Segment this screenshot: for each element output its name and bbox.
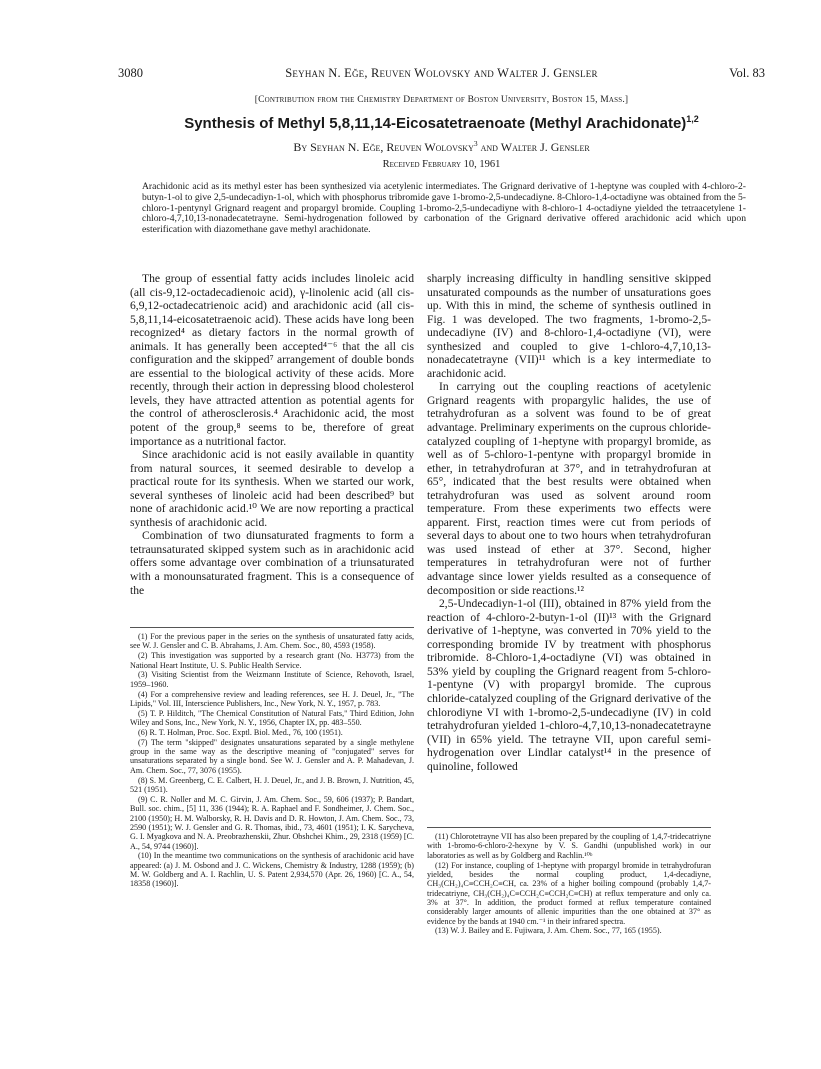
footnote-divider-right <box>427 827 711 828</box>
footnotes-right <box>427 832 711 936</box>
paragraph: sharply increasing difficulty in handling sensitive skipped unsaturated compounds as the number of unsaturations goes up. With this in mind, the scheme of synthesis outlined in Fig. 1 was developed. The two fragments, 1-bromo-2,5-undecadiyne (IV) and 8-chloro-1,4-octadiyne (VI), were synthesized and coupled to give 1-chloro-4,7,10,13-nonadecatetrayne (VII)¹¹ which is a key intermediate to arachidonic acid. <box>427 272 711 380</box>
footnote: (13) W. J. Bailey and E. Fujiwara, J. Am. Chem. Soc., 77, 165 (1955). <box>435 926 662 936</box>
footnote: (1) For the previous paper in the series on the synthesis of unsaturated fatty acids, see W. J. Gensler and C. B. Abrahams, J. Am. Chem. Soc., 80, 4593 (1958). <box>130 632 414 651</box>
footnote: (5) T. P. Hilditch, "The Chemical Constitution of Natural Fats," Third Edition, John Wiley and Sons, Inc., New York, N. Y., 1956, Chapter IX, pp. 483–550. <box>130 708 414 728</box>
right-column-body <box>427 272 711 773</box>
running-header <box>118 66 765 84</box>
footnote: (8) S. M. Greenberg, C. E. Calbert, H. J. Deuel, Jr., and J. B. Brown, J. Nutrition, 45, 521 (1951). <box>130 775 414 794</box>
received-date: Received February 10, 1961 <box>382 159 501 170</box>
footnote: (11) Chlorotetrayne VII has also been prepared by the coupling of 1,4,7-tridecatriyne with 1-bromo-6-chloro-2-hexyne by V. S. Gandhi (unpublished work) in our laboratories as well as by Goldberg and Rachlin.¹⁰ᵇ <box>427 832 711 860</box>
footnote: (6) R. T. Holman, Proc. Soc. Exptl. Biol. Med., 76, 100 (1951). <box>138 727 343 737</box>
contribution-line: [Contribution from the Chemistry Department of Boston University, Boston 15, Mass.] <box>254 95 629 105</box>
title-footnote-refs: 1,2 <box>686 114 699 124</box>
footnote: (12) For instance, coupling of 1-heptyne with propargyl bromide in tetrahydrofuran yielded, besides the normal coupling product, 1,4-decadiyne, CH₃(CH₂)₄C≡CCH₂C≡CH, ca. 23% of a higher boiling compound (probably 1,4,7-tridecatriyne, CH₃(CH₂)₄C≡CCH₂C≡CCH₂C≡CH) at reflux temperature and only ca. 3% at 37°. In addition, the product formed at reflux temperature contained considerably larger amounts of allenic impurities than the one obtained at 37° as evidence by the bands at 1940 cm.⁻¹ in their infrared spectra. <box>427 860 711 926</box>
paragraph: Since arachidonic acid is not easily available in quantity from natural sources, it seemed desirable to develop a practical route for its synthesis. When we started our work, several syntheses of linoleic acid had been described⁹ but none of arachidonic acid.¹⁰ We are now reporting a practical synthesis of arachidonic acid. <box>130 448 414 529</box>
article-title <box>118 114 765 132</box>
article-title-text: Synthesis of Methyl 5,8,11,14-Eicosatetraenoate (Methyl Arachidonate) <box>184 115 687 132</box>
footnote: (10) In the meantime two communications on the synthesis of arachidonic acid have appeared: (a) J. M. Osbond and J. C. Wickens, Chemistry & Industry, 1288 (1959); (b) M. W. Goldberg and A. I. Rachlin, U. S. Patent 2,934,570 (Apr. 26, 1960) [C. A., 54, 18358 (1960)]. <box>130 851 414 889</box>
footnote: (9) C. R. Noller and M. C. Girvin, J. Am. Chem. Soc., 59, 606 (1937); P. Bandart, Bull. soc. chim., [5] 11, 336 (1944); R. A. Raphael and F. Sondheimer, J. Chem. Soc., 2100 (1950); H. M. Walborsky, R. H. Davis and D. R. Howton, J. Am. Chem. Soc., 73, 2590 (1951); W. J. Gensler and G. R. Thomas, ibid., 73, 4601 (1951); I. K. Sarycheva, G. I. Myagkova and N. A. Preobrazhenskii, Zhur. Obshchei Khim., 29, 2318 (1959) [C. A., 54, 9744 (1960)]. <box>130 794 414 851</box>
byline-part-1: By Seyhan N. Eğe, Reuven Wolovsky <box>293 140 474 154</box>
paragraph: The group of essential fatty acids includes linoleic acid (all cis-9,12-octadecadienoic acid), γ-linolenic acid (all cis-6,9,12-octadecatrienoic acid) and arachidonic acid (all cis-5,8,11,14-eicosatetraenoic acid). These acids have long been recognized⁴ as dietary factors in the normal growth of animals. It has generally been accepted⁴⁻⁶ that the all cis configuration and the skipped⁷ arrangement of double bonds are essential to the biological activity of these acids. More recently, through their action in depressing blood cholesterol levels, they have attracted attention as potential agents for the control of atherosclerosis.⁴ Arachidonic acid, the most potent of the group,⁸ seems to be, therefore of great importance as a nutritional factor. <box>130 272 414 448</box>
paragraph: In carrying out the coupling reactions of acetylenic Grignard reagents with propargylic halides, the use of tetrahydrofuran as a solvent was found to be of great advantage. Preliminary experiments on the cuprous chloride-catalyzed coupling of 1-heptyne with propargyl bromide, as well as of 5-chloro-1-pentyne with propargyl bromide in ether, in tetrahydrofuran at 37°, and in tetrahydrofuran at 65°, indicated that the best results were obtained when tetrahydrofuran was used as solvent around room temperature. From these experiments two effects were apparent. First, reaction times were cut from periods of several days to about one to two hours when tetrahydrofuran was used instead of ether at 37°. Second, higher temperatures in tetrahydrofuran were not of further advantage since lower yields resulted as a consequence of decomposition or side reactions.¹² <box>427 380 711 597</box>
author-byline <box>118 139 765 155</box>
footnote: (2) This investigation was supported by a research grant (No. H3773) from the National Heart Institute, U. S. Public Health Service. <box>130 651 414 670</box>
footnotes-left <box>130 632 414 889</box>
footnote-divider-left <box>130 627 414 628</box>
footnote: (7) The term "skipped" designates unsaturations separated by a single methylene group in the same way as the descriptive meaning of "conjugated" serves for unsaturations separated by a single bond. See W. J. Gensler and A. P. Mahadevan, J. Am. Chem. Soc., 77, 3076 (1955). <box>130 737 414 775</box>
running-title: Seyhan N. Eğe, Reuven Wolovsky and Walter J. Gensler <box>285 66 598 80</box>
paragraph: Combination of two diunsaturated fragments to form a tetraunsaturated skipped system such as in arachidonic acid offers some advantage over combination of a triunsaturated with a monounsaturated fragment. This is a consequence of the <box>130 529 414 597</box>
page-number: 3080 <box>118 66 143 80</box>
byline-footnote-ref: 3 <box>473 139 478 148</box>
footnote: (4) For a comprehensive review and leading references, see H. J. Deuel, Jr., "The Lipids," Vol. III, Interscience Publishers, Inc., New York, N. Y., 1957, p. 783. <box>130 689 414 708</box>
paragraph: 2,5-Undecadiyn-1-ol (III), obtained in 87% yield from the reaction of 4-chloro-2-butyn-1-ol (II)¹³ with the Grignard derivative of 1-heptyne, was converted in 70% yield to the corresponding bromide IV by treatment with phosphorus tribromide. 8-Chloro-1,4-octadiyne (VI) was obtained in 53% yield by coupling the Grignard reagent from 5-chloro-1-pentyne (V) with propargyl bromide. The cuprous chloride-catalyzed coupling of the Grignard derivative of the chlorodiyne VI with 1-bromo-2,5-undecadiyne (IV) in cold tetrahydrofuran yielded 1-chloro-4,7,10,13-nonadecatetrayne (VII) in 65% yield. The tetrayne VII, upon careful semi-hydrogenation over Lindlar catalyst¹⁴ in the presence of quinoline, followed <box>427 597 711 773</box>
byline-part-2: and Walter J. Gensler <box>477 140 590 154</box>
left-column-body <box>130 272 414 597</box>
footnote: (3) Visiting Scientist from the Weizmann Institute of Science, Rehovoth, Israel, 1959–1960. <box>130 670 414 689</box>
volume-label: Vol. 83 <box>729 66 765 80</box>
abstract: Arachidonic acid as its methyl ester has been synthesized via acetylenic intermediates. The Grignard derivative of 1-heptyne was coupled with 4-chloro-2-butyn-1-ol to give 2,5-undecadiyn-1-ol, which with phosphorus tribromide gave 1-bromo-2,5-undecadiyne. 8-Chloro-1,4-octadiyne was obtained from the 5-chloro-1-pentynyl Grignard reagent and propargyl bromide. Coupling 1-bromo-2,5-undecadiyne with 8-chloro-1 4-octadiyne yielded the tetraacetylene 1-chloro-4,7,10,13-nonadecatetrayne. Semi-hydrogenation followed by carbonation of the Grignard derivative offered arachidonic acid which upon esterification with diazomethane gave methyl arachidonate. <box>142 181 746 236</box>
